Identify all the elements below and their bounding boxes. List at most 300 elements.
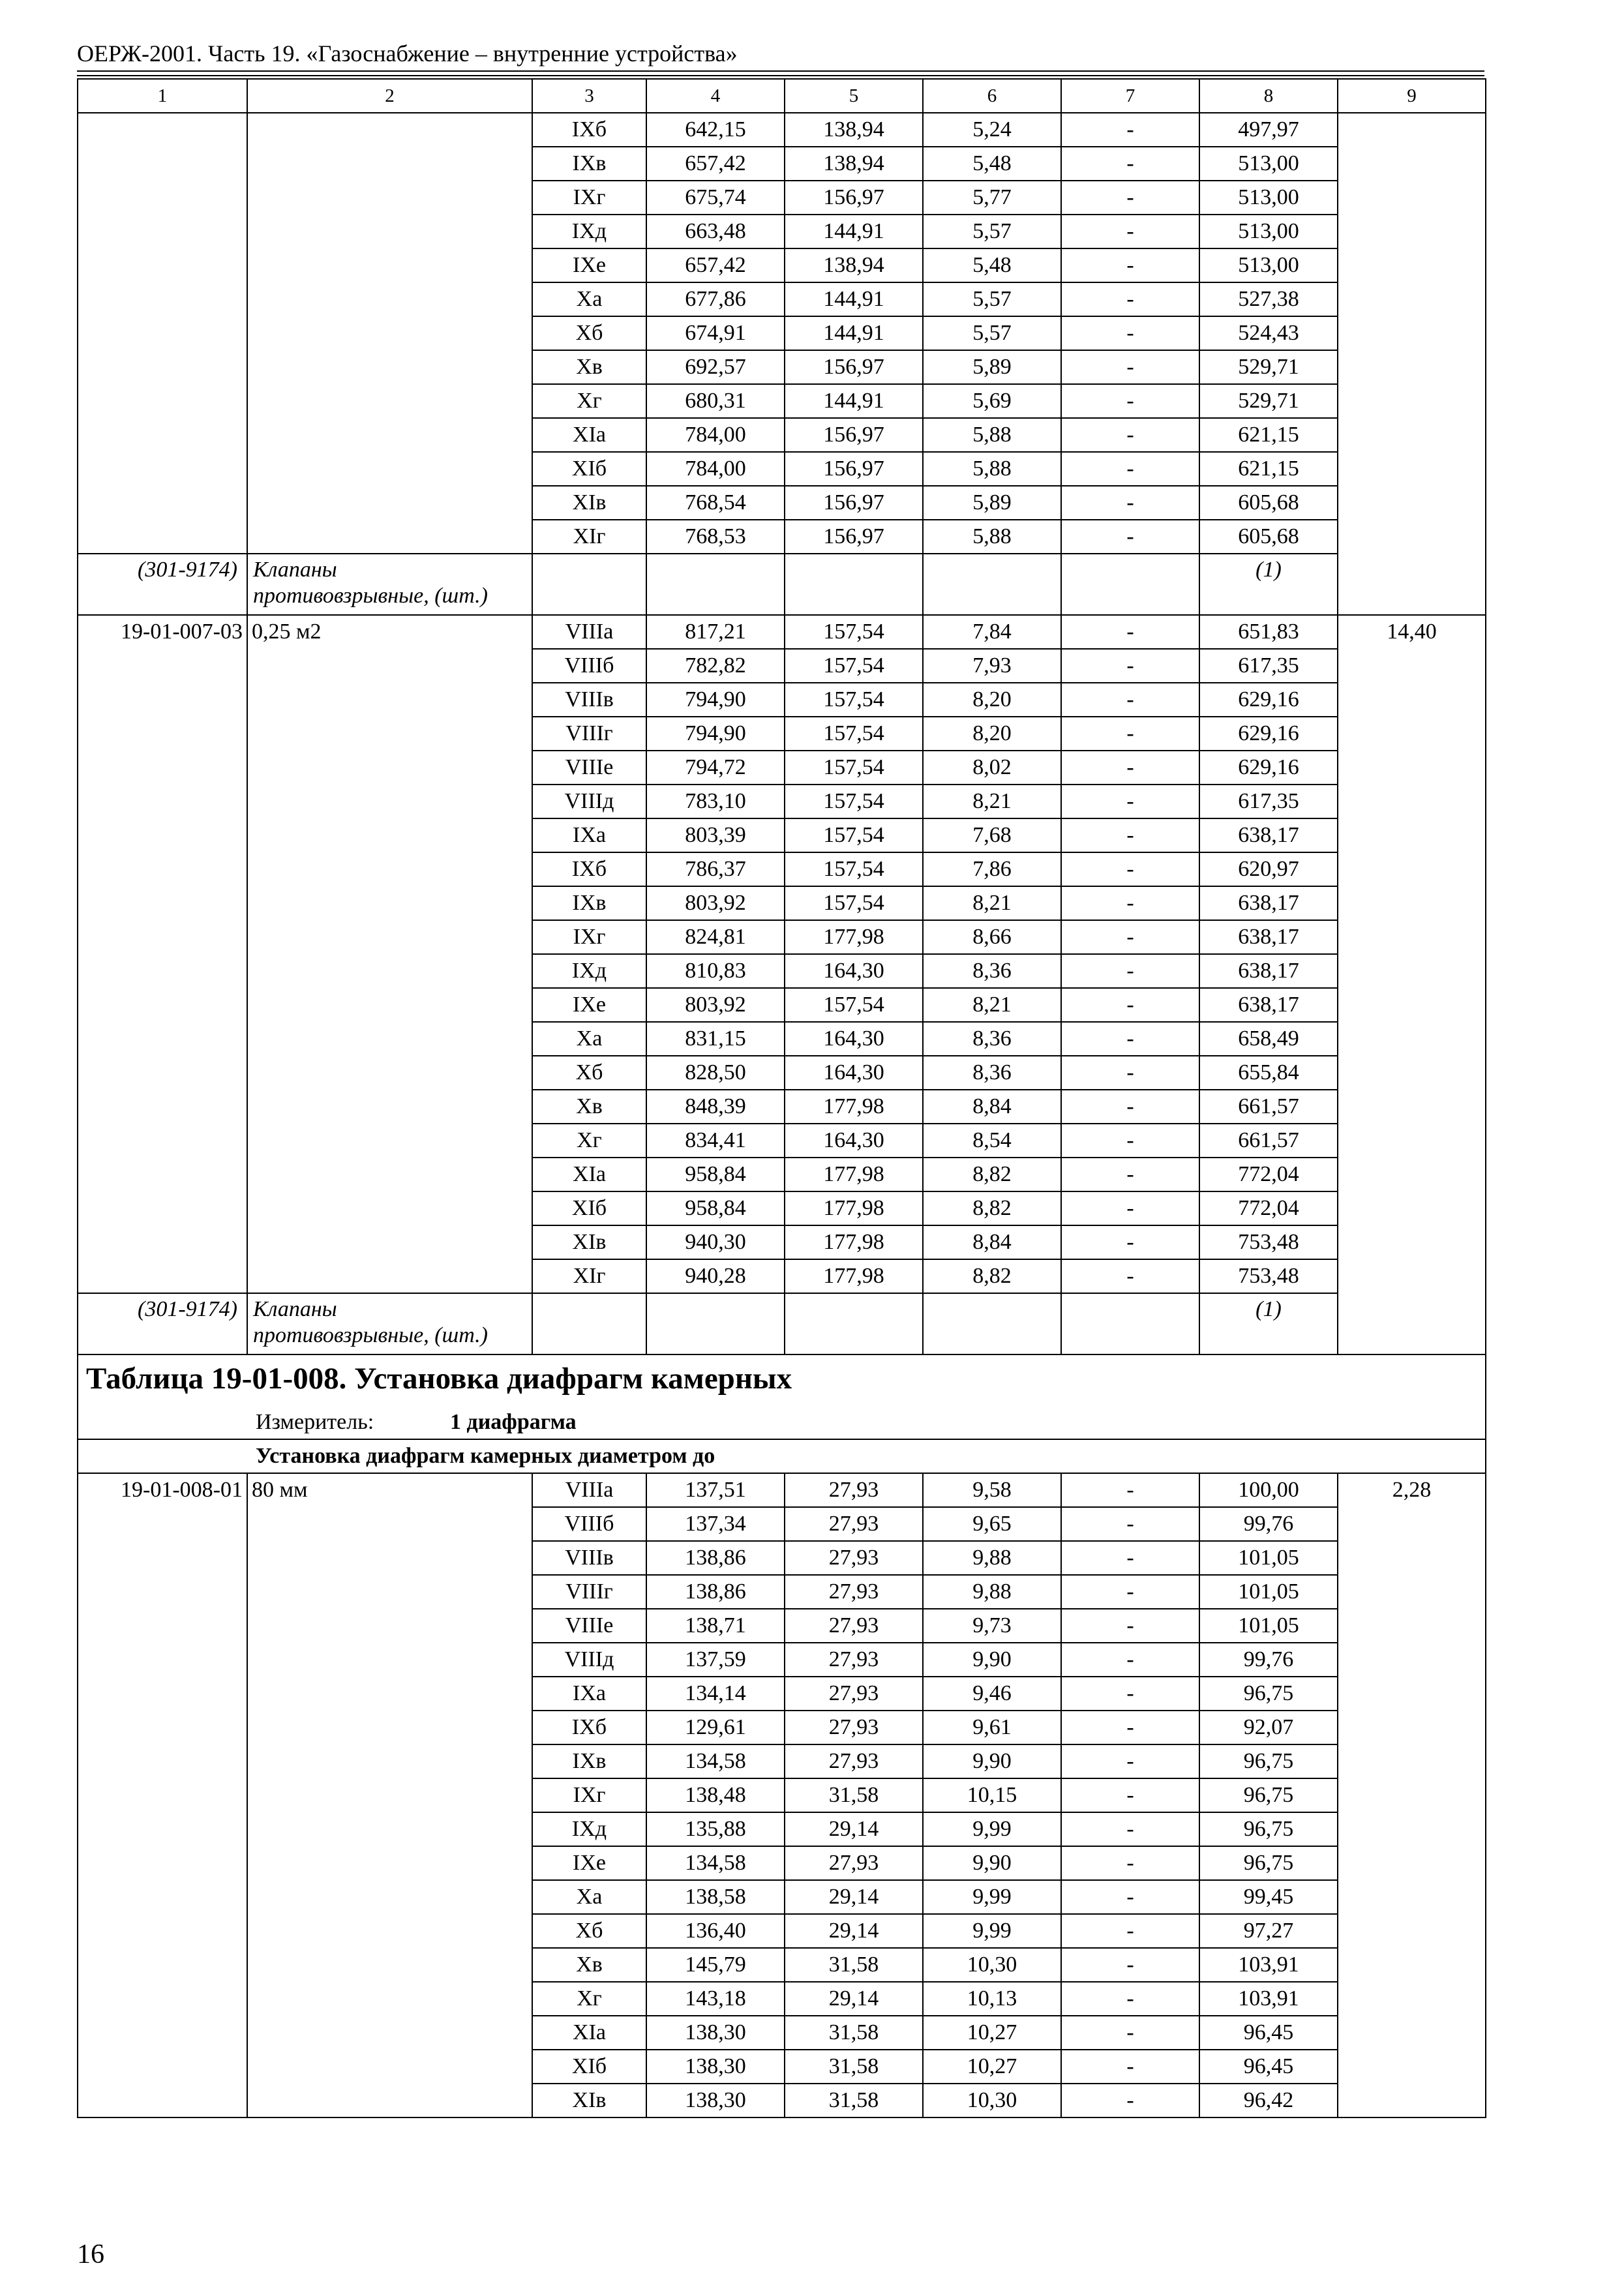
cell-col6: 9,90 [923, 1744, 1061, 1778]
cell-col4: 657,42 [646, 248, 785, 282]
cell-col3: IXг [532, 920, 646, 954]
resource-row [78, 554, 1486, 615]
cell-col6: 10,27 [923, 2050, 1061, 2084]
column-9-value: 2,28 [1338, 1473, 1486, 2117]
cell-col8: 513,00 [1199, 215, 1338, 248]
cell-col7: - [1061, 1191, 1199, 1225]
empty-cell [532, 554, 646, 615]
cell-col4: 134,14 [646, 1677, 785, 1711]
cell-col5: 27,93 [785, 1643, 923, 1677]
cell-col6: 9,58 [923, 1473, 1061, 1507]
cell-col8: 513,00 [1199, 181, 1338, 215]
cell-col7: - [1061, 1744, 1199, 1778]
cell-col4: 677,86 [646, 282, 785, 316]
cell-col5: 27,93 [785, 1473, 923, 1507]
cell-col8: 497,97 [1199, 113, 1338, 147]
cell-col7: - [1061, 384, 1199, 418]
header-rule-bottom [77, 75, 1484, 76]
cell-col6: 9,88 [923, 1541, 1061, 1575]
cell-col5: 157,54 [785, 683, 923, 717]
cell-col7: - [1061, 113, 1199, 147]
cell-col5: 144,91 [785, 215, 923, 248]
cell-col8: 527,38 [1199, 282, 1338, 316]
cell-col8: 92,07 [1199, 1711, 1338, 1744]
cell-col3: Xб [532, 1056, 646, 1090]
cell-col6: 8,36 [923, 1022, 1061, 1056]
empty-cell [785, 1293, 923, 1354]
cell-col3: IXв [532, 147, 646, 181]
cell-col6: 5,77 [923, 181, 1061, 215]
cell-col6: 9,46 [923, 1677, 1061, 1711]
cell-col5: 156,97 [785, 452, 923, 486]
cell-col6: 8,82 [923, 1191, 1061, 1225]
cell-col5: 164,30 [785, 1022, 923, 1056]
cell-col7: - [1061, 1541, 1199, 1575]
cell-col8: 772,04 [1199, 1158, 1338, 1191]
cell-col3: Xа [532, 1880, 646, 1914]
cell-col5: 157,54 [785, 818, 923, 852]
cell-col3: Xа [532, 1022, 646, 1056]
cell-col7: - [1061, 886, 1199, 920]
cell-col4: 782,82 [646, 649, 785, 683]
cell-col3: VIIIе [532, 1609, 646, 1643]
cell-col6: 5,69 [923, 384, 1061, 418]
cell-col5: 164,30 [785, 1124, 923, 1158]
cell-col5: 27,93 [785, 1744, 923, 1778]
cell-col7: - [1061, 852, 1199, 886]
rates-table [77, 78, 1486, 2118]
resource-code: (301-9174) [78, 1293, 247, 1354]
cell-col7: - [1061, 1778, 1199, 1812]
cell-col8: 103,91 [1199, 1982, 1338, 2016]
resource-description [247, 554, 532, 615]
cell-col8: 529,71 [1199, 350, 1338, 384]
cell-col7: - [1061, 452, 1199, 486]
cell-col8: 617,35 [1199, 785, 1338, 818]
cell-col6: 8,20 [923, 717, 1061, 751]
cell-col5: 27,93 [785, 1711, 923, 1744]
cell-col3: IXд [532, 954, 646, 988]
cell-col8: 96,75 [1199, 1846, 1338, 1880]
cell-col7: - [1061, 1982, 1199, 2016]
cell-col3: VIIIб [532, 649, 646, 683]
cell-col6: 7,93 [923, 649, 1061, 683]
cell-col3: Xг [532, 1124, 646, 1158]
cell-col5: 157,54 [785, 988, 923, 1022]
cell-col3: IXб [532, 852, 646, 886]
cell-col7: - [1061, 350, 1199, 384]
cell-col3: Xв [532, 1090, 646, 1124]
cell-col3: VIIIв [532, 683, 646, 717]
column-number: 1 [78, 79, 247, 113]
cell-col3: VIIIа [532, 1473, 646, 1507]
resource-code: (301-9174) [78, 554, 247, 615]
cell-col8: 513,00 [1199, 248, 1338, 282]
cell-col7: - [1061, 282, 1199, 316]
cell-col5: 27,93 [785, 1575, 923, 1609]
cell-col7: - [1061, 683, 1199, 717]
cell-col7: - [1061, 181, 1199, 215]
cell-col3: IXв [532, 1744, 646, 1778]
empty-cell [646, 554, 785, 615]
cell-col7: - [1061, 418, 1199, 452]
cell-col7: - [1061, 1914, 1199, 1948]
cell-col5: 156,97 [785, 181, 923, 215]
cell-col6: 5,88 [923, 520, 1061, 554]
cell-col6: 9,99 [923, 1880, 1061, 1914]
cell-col4: 940,28 [646, 1259, 785, 1293]
cell-col8: 638,17 [1199, 988, 1338, 1022]
cell-col6: 9,65 [923, 1507, 1061, 1541]
column-number: 2 [247, 79, 532, 113]
cell-col8: 96,75 [1199, 1778, 1338, 1812]
cell-col5: 164,30 [785, 954, 923, 988]
cell-col5: 156,97 [785, 350, 923, 384]
table-title: Таблица 19-01-008. Установка диафрагм камерных [78, 1354, 1486, 1407]
cell-col4: 958,84 [646, 1191, 785, 1225]
cell-col3: IXг [532, 1778, 646, 1812]
cell-col5: 144,91 [785, 384, 923, 418]
cell-col5: 156,97 [785, 486, 923, 520]
cell-col6: 8,54 [923, 1124, 1061, 1158]
cell-col5: 31,58 [785, 2016, 923, 2050]
empty-cell [532, 1293, 646, 1354]
cell-col7: - [1061, 215, 1199, 248]
subheading: Установка диафрагм камерных диаметром до [78, 1439, 1486, 1473]
column-number: 8 [1199, 79, 1338, 113]
cell-col7: - [1061, 1259, 1199, 1293]
cell-col3: XIб [532, 2050, 646, 2084]
cell-col3: XIа [532, 2016, 646, 2050]
cell-col4: 794,90 [646, 683, 785, 717]
cell-col3: XIв [532, 1225, 646, 1259]
cell-col8: 513,00 [1199, 147, 1338, 181]
cell-col4: 680,31 [646, 384, 785, 418]
column-9-cell [1338, 113, 1486, 615]
cell-col7: - [1061, 1643, 1199, 1677]
cell-col6: 9,90 [923, 1643, 1061, 1677]
cell-col6: 8,84 [923, 1225, 1061, 1259]
cell-col8: 629,16 [1199, 751, 1338, 785]
cell-col8: 753,48 [1199, 1259, 1338, 1293]
cell-col5: 156,97 [785, 418, 923, 452]
cell-col4: 817,21 [646, 615, 785, 649]
cell-col8: 96,45 [1199, 2050, 1338, 2084]
cell-col5: 157,54 [785, 717, 923, 751]
empty-cell [1061, 554, 1199, 615]
cell-col7: - [1061, 147, 1199, 181]
cell-col5: 31,58 [785, 1948, 923, 1982]
cell-col8: 96,45 [1199, 2016, 1338, 2050]
measure-value: 1 диафрагма [450, 1410, 577, 1434]
cell-col7: - [1061, 1056, 1199, 1090]
cell-col6: 10,27 [923, 2016, 1061, 2050]
cell-col3: IXд [532, 215, 646, 248]
resource-description-line2: противовзрывные, (шт.) [253, 584, 488, 608]
resource-quantity: (1) [1199, 1293, 1338, 1354]
cell-col4: 783,10 [646, 785, 785, 818]
cell-col4: 831,15 [646, 1022, 785, 1056]
cell-col5: 144,91 [785, 282, 923, 316]
cell-col4: 784,00 [646, 452, 785, 486]
cell-col5: 177,98 [785, 1191, 923, 1225]
resource-description [247, 1293, 532, 1354]
cell-col5: 157,54 [785, 615, 923, 649]
resource-row [78, 1293, 1486, 1354]
cell-col4: 136,40 [646, 1914, 785, 1948]
empty-cell [923, 1293, 1061, 1354]
column-9-value: 14,40 [1338, 615, 1486, 1354]
cell-col7: - [1061, 2050, 1199, 2084]
cell-col5: 177,98 [785, 1225, 923, 1259]
cell-col8: 753,48 [1199, 1225, 1338, 1259]
cell-col6: 9,73 [923, 1609, 1061, 1643]
cell-col4: 675,74 [646, 181, 785, 215]
column-number: 6 [923, 79, 1061, 113]
cell-col4: 663,48 [646, 215, 785, 248]
cell-col3: IXб [532, 113, 646, 147]
cell-col3: XIв [532, 2084, 646, 2117]
header-rule-top [77, 70, 1484, 72]
cell-col8: 99,76 [1199, 1643, 1338, 1677]
cell-col8: 101,05 [1199, 1575, 1338, 1609]
rate-code: 19-01-007-03 [78, 615, 247, 1293]
column-number: 9 [1338, 79, 1486, 113]
table-row [78, 1473, 1486, 1507]
measure-cell [78, 1407, 1486, 1439]
cell-col8: 96,75 [1199, 1677, 1338, 1711]
cell-col4: 657,42 [646, 147, 785, 181]
cell-col4: 803,39 [646, 818, 785, 852]
cell-col7: - [1061, 2084, 1199, 2117]
cell-col6: 9,88 [923, 1575, 1061, 1609]
cell-col7: - [1061, 1880, 1199, 1914]
cell-col4: 768,53 [646, 520, 785, 554]
work-description: 80 мм [247, 1473, 532, 2117]
cell-col7: - [1061, 1225, 1199, 1259]
cell-col3: VIIIд [532, 785, 646, 818]
cell-col5: 138,94 [785, 147, 923, 181]
resource-description-line2: противовзрывные, (шт.) [253, 1323, 488, 1347]
cell-col3: VIIIб [532, 1507, 646, 1541]
column-number: 7 [1061, 79, 1199, 113]
cell-col6: 5,89 [923, 486, 1061, 520]
cell-col6: 7,86 [923, 852, 1061, 886]
cell-col7: - [1061, 1846, 1199, 1880]
cell-col4: 138,86 [646, 1541, 785, 1575]
cell-col8: 97,27 [1199, 1914, 1338, 1948]
description-cell-continued [247, 113, 532, 554]
cell-col3: IXа [532, 818, 646, 852]
cell-col5: 157,54 [785, 649, 923, 683]
cell-col3: VIIIв [532, 1541, 646, 1575]
cell-col5: 31,58 [785, 1778, 923, 1812]
measure-row [78, 1407, 1486, 1439]
cell-col3: XIг [532, 520, 646, 554]
cell-col8: 605,68 [1199, 486, 1338, 520]
table-row [78, 113, 1486, 147]
cell-col8: 651,83 [1199, 615, 1338, 649]
cell-col3: IXб [532, 1711, 646, 1744]
cell-col5: 177,98 [785, 1158, 923, 1191]
cell-col4: 145,79 [646, 1948, 785, 1982]
cell-col7: - [1061, 920, 1199, 954]
cell-col8: 96,42 [1199, 2084, 1338, 2117]
cell-col6: 5,48 [923, 248, 1061, 282]
empty-cell [785, 554, 923, 615]
cell-col6: 8,82 [923, 1158, 1061, 1191]
cell-col4: 129,61 [646, 1711, 785, 1744]
cell-col7: - [1061, 751, 1199, 785]
cell-col8: 655,84 [1199, 1056, 1338, 1090]
cell-col7: - [1061, 1507, 1199, 1541]
cell-col6: 10,30 [923, 1948, 1061, 1982]
cell-col8: 661,57 [1199, 1090, 1338, 1124]
cell-col8: 629,16 [1199, 683, 1338, 717]
cell-col7: - [1061, 248, 1199, 282]
cell-col6: 9,90 [923, 1846, 1061, 1880]
cell-col3: VIIIа [532, 615, 646, 649]
cell-col5: 177,98 [785, 1259, 923, 1293]
cell-col3: Xб [532, 316, 646, 350]
cell-col8: 99,76 [1199, 1507, 1338, 1541]
running-header: ОЕРЖ-2001. Часть 19. «Газоснабжение – внутренние устройства» [77, 40, 738, 67]
cell-col5: 27,93 [785, 1541, 923, 1575]
cell-col3: Xг [532, 1982, 646, 2016]
cell-col6: 7,68 [923, 818, 1061, 852]
cell-col4: 940,30 [646, 1225, 785, 1259]
cell-col4: 803,92 [646, 886, 785, 920]
cell-col6: 8,66 [923, 920, 1061, 954]
cell-col4: 143,18 [646, 1982, 785, 2016]
cell-col3: IXе [532, 988, 646, 1022]
cell-col7: - [1061, 649, 1199, 683]
cell-col5: 31,58 [785, 2050, 923, 2084]
cell-col7: - [1061, 954, 1199, 988]
cell-col5: 157,54 [785, 886, 923, 920]
rates-table-body [78, 79, 1486, 2117]
cell-col8: 524,43 [1199, 316, 1338, 350]
cell-col8: 658,49 [1199, 1022, 1338, 1056]
cell-col6: 10,13 [923, 1982, 1061, 2016]
cell-col6: 5,88 [923, 452, 1061, 486]
measure-label: Измеритель: [256, 1410, 374, 1434]
empty-cell [1061, 1293, 1199, 1354]
cell-col6: 8,21 [923, 988, 1061, 1022]
cell-col8: 629,16 [1199, 717, 1338, 751]
column-number-row [78, 79, 1486, 113]
cell-col3: IXе [532, 1846, 646, 1880]
cell-col6: 8,21 [923, 785, 1061, 818]
cell-col7: - [1061, 1473, 1199, 1507]
cell-col3: VIIIд [532, 1643, 646, 1677]
cell-col7: - [1061, 1575, 1199, 1609]
cell-col4: 138,71 [646, 1609, 785, 1643]
cell-col8: 638,17 [1199, 954, 1338, 988]
cell-col4: 786,37 [646, 852, 785, 886]
cell-col8: 529,71 [1199, 384, 1338, 418]
cell-col8: 101,05 [1199, 1541, 1338, 1575]
cell-col4: 138,86 [646, 1575, 785, 1609]
cell-col4: 137,59 [646, 1643, 785, 1677]
cell-col6: 8,82 [923, 1259, 1061, 1293]
cell-col6: 9,61 [923, 1711, 1061, 1744]
resource-quantity: (1) [1199, 554, 1338, 615]
column-number: 4 [646, 79, 785, 113]
cell-col4: 137,51 [646, 1473, 785, 1507]
cell-col3: XIв [532, 486, 646, 520]
cell-col4: 138,48 [646, 1778, 785, 1812]
cell-col7: - [1061, 1090, 1199, 1124]
cell-col5: 27,93 [785, 1609, 923, 1643]
cell-col3: Xв [532, 350, 646, 384]
cell-col7: - [1061, 1609, 1199, 1643]
cell-col7: - [1061, 615, 1199, 649]
cell-col3: Xг [532, 384, 646, 418]
work-description: 0,25 м2 [247, 615, 532, 1293]
cell-col8: 103,91 [1199, 1948, 1338, 1982]
cell-col8: 99,45 [1199, 1880, 1338, 1914]
cell-col5: 156,97 [785, 520, 923, 554]
cell-col7: - [1061, 785, 1199, 818]
cell-col8: 661,57 [1199, 1124, 1338, 1158]
cell-col4: 135,88 [646, 1812, 785, 1846]
cell-col7: - [1061, 1158, 1199, 1191]
cell-col3: XIа [532, 1158, 646, 1191]
cell-col4: 768,54 [646, 486, 785, 520]
cell-col7: - [1061, 1812, 1199, 1846]
cell-col6: 10,15 [923, 1778, 1061, 1812]
cell-col8: 772,04 [1199, 1191, 1338, 1225]
cell-col5: 157,54 [785, 751, 923, 785]
resource-description-line1: Клапаны [253, 558, 337, 582]
cell-col4: 828,50 [646, 1056, 785, 1090]
cell-col5: 138,94 [785, 248, 923, 282]
cell-col8: 100,00 [1199, 1473, 1338, 1507]
table-row [78, 615, 1486, 649]
cell-col6: 5,89 [923, 350, 1061, 384]
cell-col6: 8,36 [923, 1056, 1061, 1090]
cell-col4: 803,92 [646, 988, 785, 1022]
cell-col6: 9,99 [923, 1914, 1061, 1948]
cell-col8: 621,15 [1199, 452, 1338, 486]
cell-col3: XIа [532, 418, 646, 452]
table-title-row [78, 1354, 1486, 1407]
cell-col7: - [1061, 520, 1199, 554]
cell-col3: XIб [532, 1191, 646, 1225]
cell-col4: 138,30 [646, 2084, 785, 2117]
cell-col6: 8,36 [923, 954, 1061, 988]
cell-col4: 137,34 [646, 1507, 785, 1541]
cell-col3: IXг [532, 181, 646, 215]
cell-col7: - [1061, 717, 1199, 751]
cell-col6: 8,21 [923, 886, 1061, 920]
empty-cell [646, 1293, 785, 1354]
cell-col4: 138,30 [646, 2050, 785, 2084]
cell-col4: 784,00 [646, 418, 785, 452]
cell-col6: 7,84 [923, 615, 1061, 649]
cell-col3: IXа [532, 1677, 646, 1711]
cell-col7: - [1061, 316, 1199, 350]
cell-col3: VIIIг [532, 1575, 646, 1609]
cell-col4: 642,15 [646, 113, 785, 147]
cell-col8: 96,75 [1199, 1812, 1338, 1846]
cell-col7: - [1061, 988, 1199, 1022]
cell-col5: 144,91 [785, 316, 923, 350]
cell-col6: 8,02 [923, 751, 1061, 785]
cell-col3: XIг [532, 1259, 646, 1293]
cell-col6: 10,30 [923, 2084, 1061, 2117]
